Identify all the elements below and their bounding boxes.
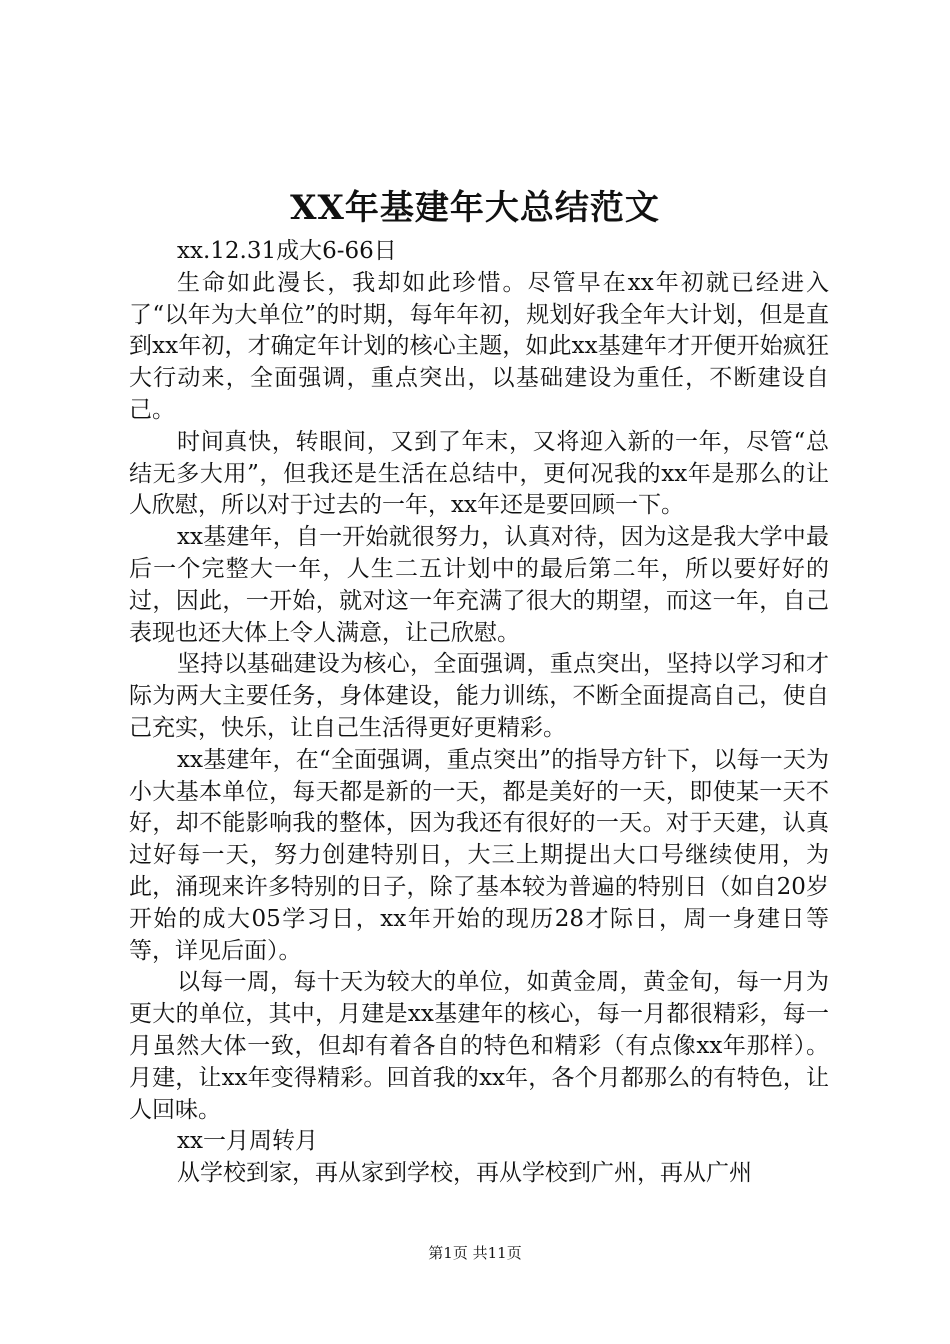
paragraph: 从学校到家，再从家到学校，再从学校到广州，再从广州 <box>177 1160 752 1187</box>
document-title: XX年基建年大总结范文 <box>290 188 660 228</box>
paragraph: xx基建年，自一开始就很努力，认真对待，因为这是我大学中最后一个完整大一年，人生二五计划中的最后第二年，所以要好好的过，因此，一开始，就对这一年充满了很大的期望，而这一年，自己表现也还大体上令人满意，让己欣慰。 <box>129 524 829 646</box>
paragraph: 以每一周，每十天为较大的单位，如黄金周，黄金旬，每一月为更大的单位，其中，月建是xx基建年的核心，每一月都很精彩，每一月虽然大体一致，但却有着各自的特色和精彩（有点像xx年那样）。月建，让xx年变得精彩。回首我的xx年，各个月都那么的有特色，让人回味。 <box>129 969 829 1123</box>
page-footer: 第1页 共11页 <box>428 1244 522 1262</box>
date-line: xx.12.31成大6-66日 <box>177 238 397 264</box>
paragraph: 坚持以基础建设为核心，全面强调，重点突出，坚持以学习和才际为两大主要任务，身体建设，能力训练，不断全面提高自己，使自己充实，快乐，让自己生活得更好更精彩。 <box>129 651 829 741</box>
paragraph: 时间真快，转眼间，又到了年末，又将迎入新的一年，尽管“总结无多大用”，但我还是生活在总结中，更何况我的xx年是那么的让人欣慰，所以对于过去的一年，xx年还是要回顾一下。 <box>129 428 829 519</box>
paragraph: xx基建年，在“全面强调，重点突出”的指导方针下，以每一天为小大基本单位，每天都是新的一天，都是美好的一天，即使某一天不好，却不能影响我的整体，因为我还有很好的一天。对于天建，认真过好每一天，努力创建特别日，大三上期提出大口号继续使用，为此，涌现来许多特别的日子，除了基本较为普遍的特别日（如自20岁开始的成大05学习日，xx年开始的现历28才际日，周一身建日等等，详见后面）。 <box>129 746 829 964</box>
document-body <box>129 236 829 1190</box>
section-heading: xx一月周转月 <box>177 1128 318 1155</box>
paragraph: 生命如此漫长，我却如此珍惜。尽管早在xx年初就已经进入了“以年为大单位”的时期，每年年初，规划好我全年大计划，但是直到xx年初，才确定年计划的核心主题，如此xx基建年才开便开始疯狂大行动来，全面强调，重点突出，以基础建设为重任，不断建设自己。 <box>129 269 829 423</box>
